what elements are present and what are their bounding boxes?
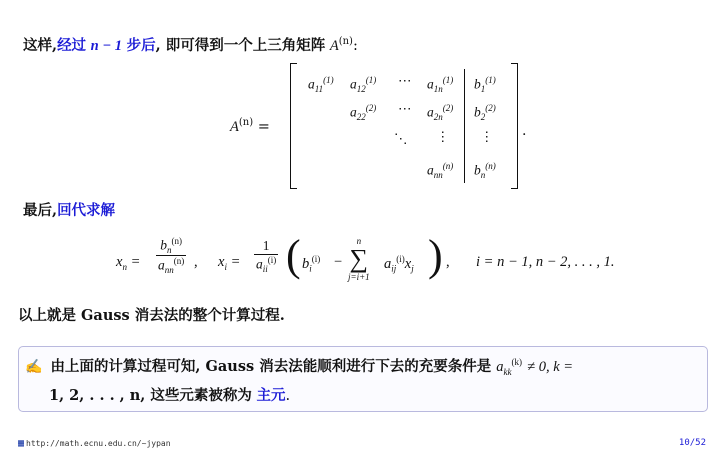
entry-a2n: $a_{2n}^{(2)}$ xyxy=(427,103,454,123)
row1-cdots: ⋯ xyxy=(398,73,412,89)
ecnu-logo-icon: ▦ xyxy=(18,438,25,449)
pivot-entry: $a_{kk}^{(k)}$ xyxy=(496,357,523,377)
row3-ddots: ⋱ xyxy=(394,131,408,147)
left-paren: ( xyxy=(286,231,301,280)
right-bracket xyxy=(511,63,518,189)
entry-b1: $b_1^{(1)}$ xyxy=(474,75,496,95)
xi-fraction: 1 $a_{ii}^{(i)}$ xyxy=(256,238,277,275)
note-text-1: 由上面的计算过程可知, Gauss 消去法能顺利进行下去的充要条件是 xyxy=(50,358,492,375)
matrix-lhs xyxy=(230,117,270,136)
footer-url[interactable] xyxy=(18,438,171,449)
row3-vdots-a: ⋮ xyxy=(436,129,450,145)
note-box xyxy=(18,346,708,412)
entry-a22: $a_{22}^{(2)}$ xyxy=(350,103,377,123)
matrix-period: . xyxy=(522,123,527,139)
note-line-2 xyxy=(49,384,290,405)
page-number: 10/52 xyxy=(678,438,706,448)
pivot-condition: ≠ 0, k = xyxy=(527,359,574,375)
entry-a12: $a_{12}^{(1)}$ xyxy=(350,75,377,95)
aij-xj-term: $a_{ij}^{(i)}x_j$ xyxy=(384,254,414,274)
summary-line: 以上就是 Gauss 消去法的整个计算过程. xyxy=(18,307,285,324)
index-range: i = n − 1, n − 2, . . . , 1. xyxy=(476,254,615,270)
row3-vdots-b: ⋮ xyxy=(480,129,494,145)
note-text-2: 1, 2, . . . , n, 这些元素被称为 xyxy=(49,387,252,404)
entry-a1n: $a_{1n}^{(1)}$ xyxy=(427,75,454,95)
matrix-lhs-sup: (n) xyxy=(238,117,254,128)
minus-sign: − xyxy=(334,254,343,270)
entry-a11: $a_{11}^{(1)}$ xyxy=(308,75,334,95)
intro-line xyxy=(23,34,358,55)
bi-term: $b_i^{(i)}$ xyxy=(302,254,321,274)
matrix-name: A xyxy=(329,38,339,54)
matrix-lhs-symbol: A xyxy=(230,118,239,135)
intro-colon: : xyxy=(352,38,358,54)
xn-term: $x_n$ = xyxy=(116,254,141,272)
intro-text: 这样, xyxy=(23,37,58,54)
note-line-1 xyxy=(25,355,573,377)
highlight-after: 经过 xyxy=(57,37,87,54)
note-period: . xyxy=(285,388,291,404)
matrix-equals: = xyxy=(257,118,270,135)
back-substitution-formula xyxy=(116,230,656,300)
finally-text: 最后, xyxy=(23,202,58,219)
comma-2: , xyxy=(446,254,450,270)
pencil-icon: ✍ xyxy=(25,359,43,375)
row2-cdots: ⋯ xyxy=(398,101,412,117)
xn-fraction: $b_n^{(n)}$ $a_{nn}^{(n)}$ xyxy=(158,236,185,276)
right-paren: ) xyxy=(428,231,443,280)
comma-1: , xyxy=(194,254,198,270)
xi-term: $x_i$ = xyxy=(218,254,241,272)
highlight-steps: 步后 xyxy=(126,37,156,54)
left-bracket xyxy=(290,63,297,189)
n-minus-1: n − 1 xyxy=(90,38,123,54)
intro-rest: , 即可得到一个上三角矩阵 xyxy=(155,37,326,54)
entry-ann: $a_{nn}^{(n)}$ xyxy=(427,161,454,181)
pivot-highlight: 主元 xyxy=(256,387,286,404)
summation: n ∑ j=i+1 xyxy=(348,236,370,282)
entry-bn: $b_n^{(n)}$ xyxy=(474,161,496,181)
entry-b2: $b_2^{(2)}$ xyxy=(474,103,496,123)
matrix-name-sup: (n) xyxy=(338,36,353,48)
back-substitution-highlight: 回代求解 xyxy=(57,202,116,219)
footer-url-text[interactable]: http://math.ecnu.edu.cn/~jypan xyxy=(26,439,171,448)
augmented-bar xyxy=(464,69,465,183)
back-substitution-line xyxy=(23,199,115,220)
